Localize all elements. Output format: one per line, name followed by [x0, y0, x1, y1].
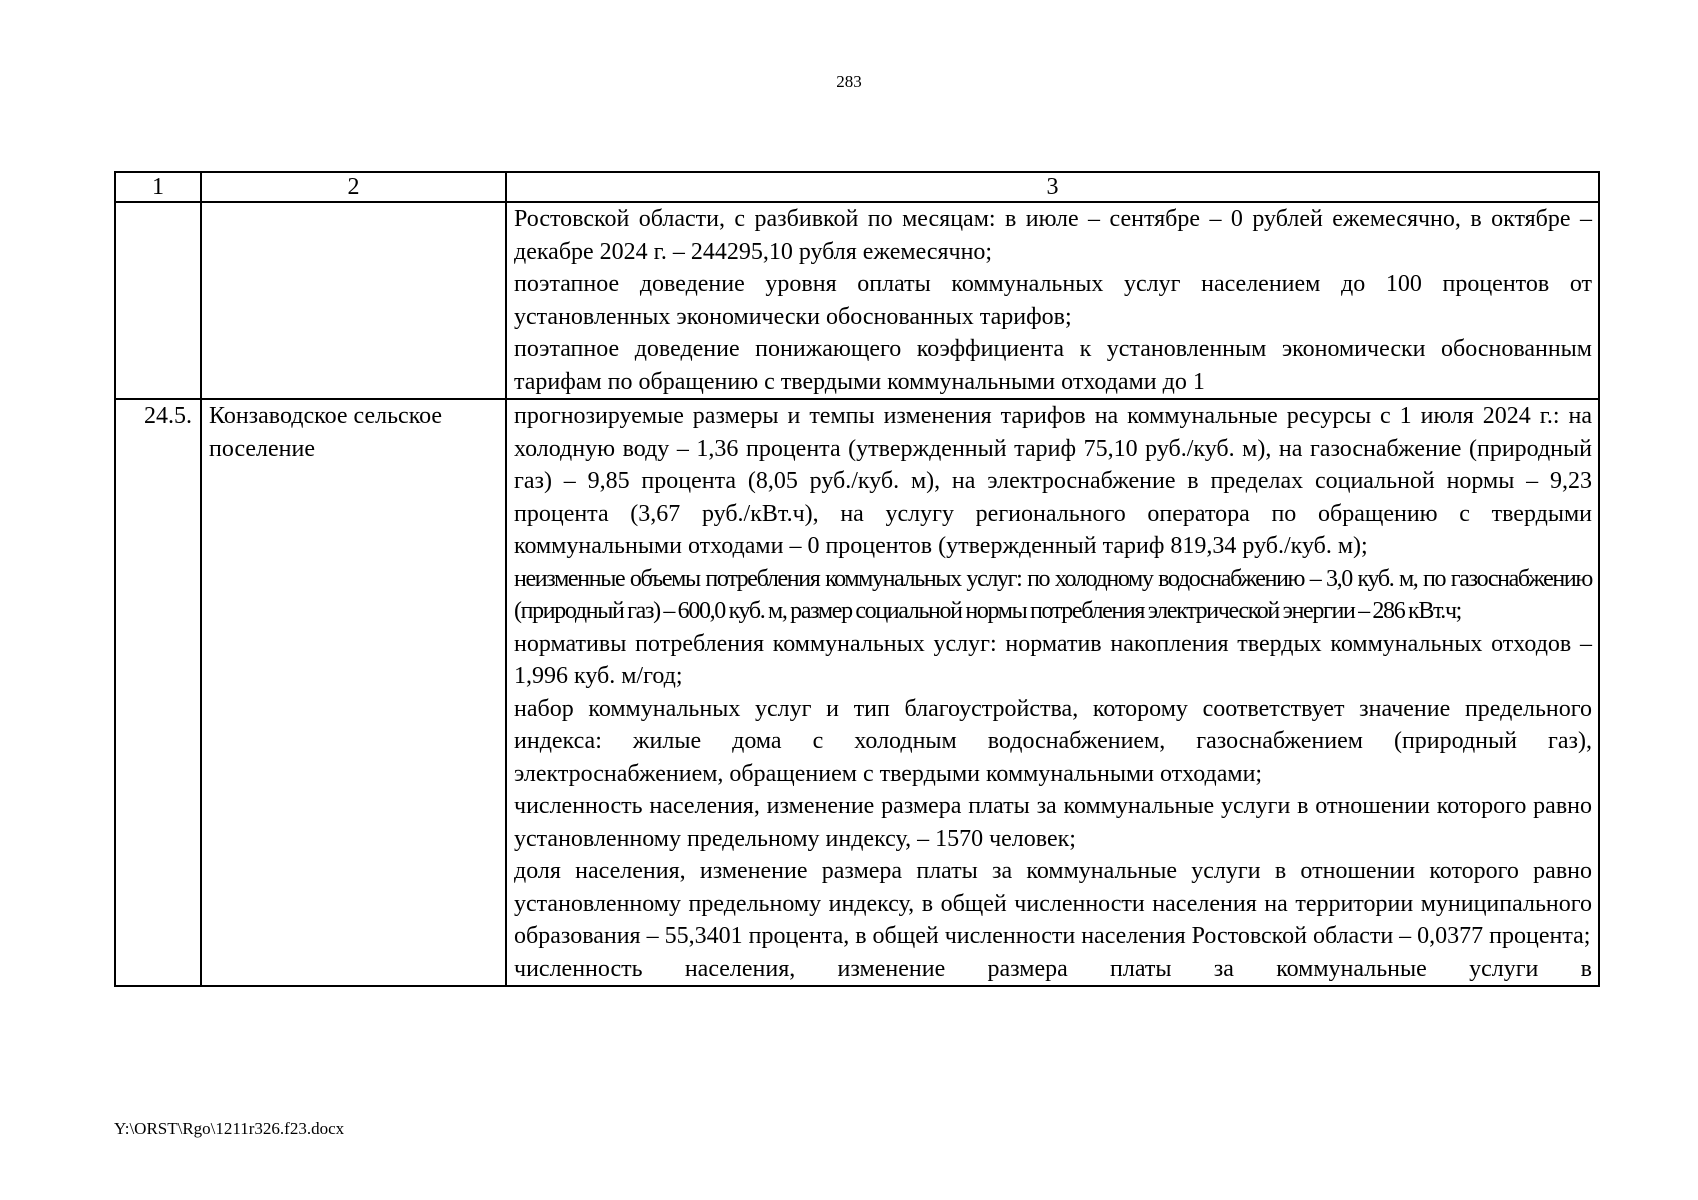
- table-header-row: [115, 172, 1599, 202]
- text-paragraph: Ростовской области, с разбивкой по месяцам: в июле – сентябре – 0 рублей ежемесячно, в октябре – декабре 2024 г. – 244295,10 рубля ежемесячно;: [514, 206, 1592, 265]
- footer-file-path: Y:\ORST\Rgo\1211r326.f23.docx: [114, 1119, 345, 1138]
- text-paragraph: неизменные объемы потребления коммунальных услуг: по холодному водоснабжению – 3,0 куб. м, по газоснабжению (природный газ) – 600,0 куб. м, размер социальной нормы потребления электрической энергии – 286 кВт.ч;: [514, 565, 1592, 624]
- text-paragraph: поэтапное доведение понижающего коэффициента к установленным экономически обоснованным тарифам по обращению с твердыми коммунальными отходами до 1: [514, 336, 1592, 395]
- column-number-3: 3: [506, 172, 1599, 202]
- row-number-cell: 24.5.: [115, 399, 201, 986]
- continuation-number-cell: [115, 202, 201, 399]
- text-paragraph: поэтапное доведение уровня оплаты коммунальных услуг населением до 100 процентов от установленных экономически обоснованных тарифов;: [514, 271, 1592, 330]
- continuation-text-cell: [506, 202, 1599, 399]
- text-paragraph: нормативы потребления коммунальных услуг: норматив накопления твердых коммунальных отходов – 1,996 куб. м/год;: [514, 630, 1592, 689]
- text-paragraph: доля населения, изменение размера платы за коммунальные услуги в отношении которого равно установленному предельному индексу, в общей численности населения на территории муниципального образования – 55,3401 процента, в общей численности населения Ростовской области – 0,0377 процента;: [514, 858, 1592, 949]
- column-number-1: 1: [115, 172, 201, 202]
- settlement-details-cell: [506, 399, 1599, 986]
- continuation-name-cell: [201, 202, 506, 399]
- table-row-24-5: [115, 399, 1599, 986]
- text-paragraph: набор коммунальных услуг и тип благоустройства, которому соответствует значение предельного индекса: жилые дома с холодным водоснабжением, газоснабжением (природный газ), электроснабжением, обращением с твердыми коммунальными отходами;: [514, 695, 1592, 787]
- tariff-table: [114, 171, 1600, 987]
- text-paragraph: прогнозируемые размеры и темпы изменения тарифов на коммунальные ресурсы с 1 июля 2024 г.: на холодную воду – 1,36 процента (утвержденный тариф 75,10 руб./куб. м), на газоснабжение (природный газ) – 9,85 процента (8,05 руб./куб. м), на электроснабжение в пределах социальной нормы – 9,23 процента (3,67 руб./кВт.ч), на услугу регионального оператора по обращению с твердыми коммунальными отходами – 0 процентов (утвержденный тариф 819,34 руб./куб. м);: [514, 403, 1592, 559]
- text-paragraph: численность населения, изменение размера платы за коммунальные услуги в отношении которого равно установленному предельному индексу, – 1570 человек;: [514, 793, 1592, 852]
- text-paragraph: численность населения, изменение размера платы за коммунальные услуги в: [514, 955, 1592, 982]
- table-row-continuation: [115, 202, 1599, 399]
- settlement-name-cell: Конзаводское сельское поселение: [201, 399, 506, 986]
- page-number: 283: [836, 72, 862, 91]
- column-number-2: 2: [201, 172, 506, 202]
